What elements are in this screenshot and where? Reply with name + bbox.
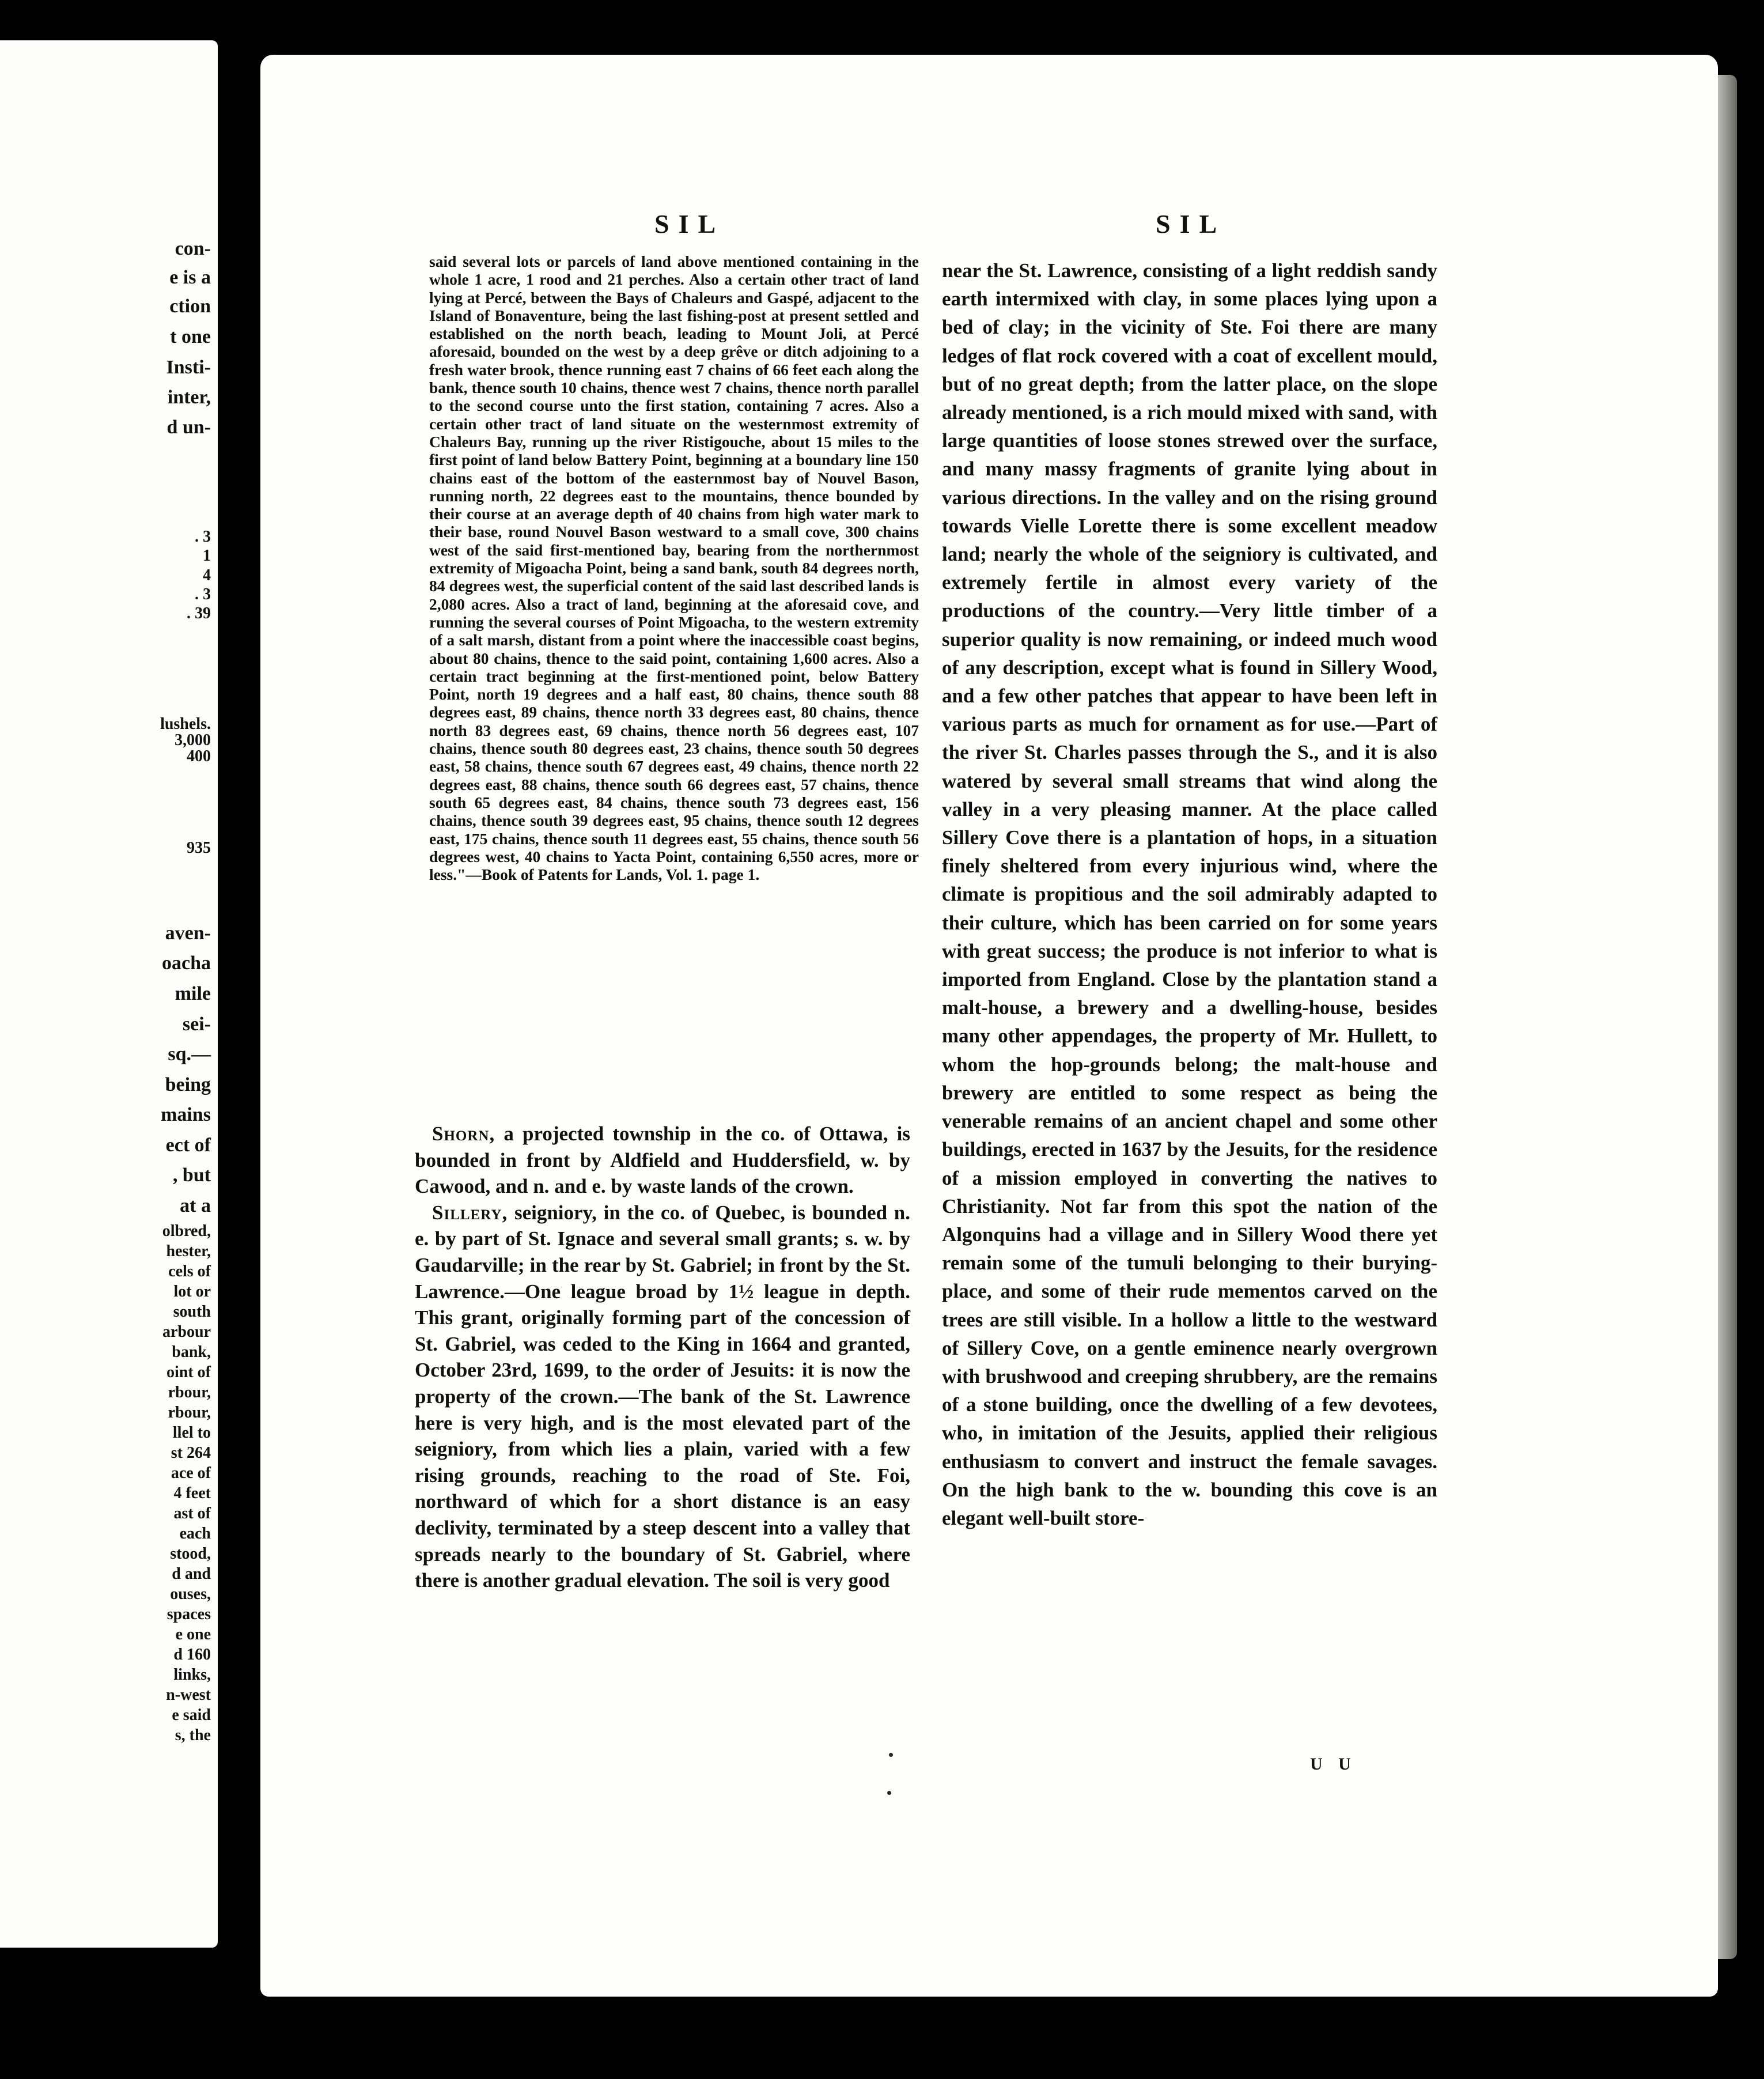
facing-page-text-fragment: 400 <box>187 747 211 765</box>
facing-page-text-fragment: mains <box>161 1104 211 1125</box>
facing-page-text-fragment: links, <box>173 1666 211 1684</box>
facing-page-text-fragment: rbour, <box>168 1404 211 1422</box>
facing-page-text-fragment: 935 <box>187 839 211 857</box>
patent-extract-text <box>429 252 919 883</box>
facing-page-text-fragment: d un- <box>166 417 211 438</box>
facing-page-text-fragment: oint of <box>166 1363 211 1381</box>
facing-page-text-fragment: s, the <box>175 1726 211 1744</box>
facing-page-text-fragment: stood, <box>170 1545 211 1563</box>
facing-page-fragment <box>0 40 218 1948</box>
facing-page-text-fragment: , but <box>172 1165 211 1186</box>
patent-extract-paragraph: said several lots or parcels of land above mentioned containing in the whole 1 acre, 1 rood and 21 perches. Also a certain other tract of land lying at Percé, between the Bays of Chaleurs and Gaspé, adjacent to the Island of Bonaventure, being the last fishing-post at present settled and established on the north beach, leading to Mount Joli, at Percé aforesaid, bounded on the west by a deep grêve or ditch adjoining to a fresh water brook, thence running east 7 chains of 66 feet each along the bank, thence south 10 chains, thence west 7 chains, thence north parallel to the second course unto the first station, containing 7 acres. Also a certain other tract of land situate on the westernmost extremity of Chaleurs Bay, running up the river Ristigouche, about 15 miles to the first point of land below Battery Point, beginning at a boundary line 150 chains east of the bottom of the easternmost bay of Nouvel Bason, running north, 22 degrees east to the mountains, thence bounded by their course at an average depth of 40 chains from high water mark to their base, round Nouvel Bason westward to a small cove, 300 chains west of the said first-mentioned bay, bearing from the northernmost extremity of Migoacha Point, being a sand bank, south 84 degrees north, 84 degrees west, the superficial content of the said last described lands is 2,080 acres. Also a tract of land, beginning at the aforesaid cove, and running the several courses of Point Migoacha, to the western extremity of a salt marsh, distant from a point where the inaccessible coast begins, about 80 chains, thence to the said point, containing 1,600 acres. Also a certain tract beginning at the first-mentioned point, below Battery Point, north 19 degrees and a half east, 80 chains, thence south 88 degrees east, 89 chains, thence north 33 degrees east, 80 chains, thence north 83 degrees east, 69 chains, thence north 56 degrees east, 107 chains, thence south 80 degrees east, 23 chains, thence south 50 degrees east, 58 chains, thence south 67 degrees east, 49 chains, thence north 22 degrees east, 88 chains, thence south 66 degrees east, 57 chains, thence south 65 degrees east, 84 chains, thence south 73 degrees east, 156 chains, thence south 39 degrees east, 95 chains, thence south 12 degrees east, 175 chains, thence south 11 degrees east, 55 chains, thence south 56 degrees west, 40 chains to Yacta Point, containing 6,550 acres, more or less."—Book of Patents for Lands, Vol. 1. page 1. <box>429 252 919 884</box>
gazetteer-entries <box>415 1121 910 1594</box>
facing-page-text-fragment: d and <box>172 1565 211 1583</box>
entry-sillery <box>415 1200 910 1594</box>
facing-page-text-fragment: olbred, <box>162 1222 211 1240</box>
entry-shorn <box>415 1121 910 1200</box>
facing-page-text-fragment: llel to <box>172 1424 211 1442</box>
facing-page-text-fragment: st 264 <box>171 1444 211 1462</box>
facing-page-text-fragment: aven- <box>165 923 211 944</box>
facing-page-text-fragment: cels of <box>168 1262 211 1280</box>
facing-page-text-fragment: Insti- <box>166 357 211 378</box>
facing-page-text-fragment: each <box>179 1525 211 1543</box>
entry-sillery-head: Sillery, <box>432 1201 508 1224</box>
entry-shorn-head: Shorn, <box>432 1122 495 1145</box>
facing-page-text-fragment: 1 <box>203 547 211 565</box>
facing-page-text-fragment: con- <box>175 238 211 259</box>
facing-page-text-fragment: being <box>165 1074 211 1095</box>
facing-page-text-fragment: lot or <box>173 1283 211 1301</box>
facing-page-text-fragment: n-west <box>166 1686 211 1704</box>
facing-page-text-fragment: 3,000 <box>175 731 211 749</box>
facing-page-text-fragment: . 3 <box>195 528 211 546</box>
facing-page-text-fragment: sei- <box>182 1014 211 1035</box>
facing-page-text-fragment: t one <box>170 326 211 347</box>
facing-page-text-fragment: . 3 <box>195 585 211 603</box>
facing-page-text-fragment: 4 <box>203 566 211 584</box>
right-column-paragraph: near the St. Lawrence, consisting of a light reddish sandy earth intermixed with clay, in some places lying upon a bed of clay; in the vicinity of Ste. Foi there are many ledges of flat rock covered with a coat of excellent mould, but of no great depth; from the latter place, on the slope already mentioned, is a rich mould mixed with sand, with large quantities of loose stones strewed over the surface, and many massy fragments of granite lying about in various directions. In the valley and on the rising ground towards Vielle Lorette there is some excellent meadow land; nearly the whole of the seigniory is cultivated, and extremely fertile in almost every variety of the productions of the country.—Very little timber of a superior quality is now remaining, or indeed much wood of any description, except what is found in Sillery Wood, and a few other patches that appear to have been left in various parts as much for ornament as for use.—Part of the river St. Charles passes through the S., and it is also watered by several small streams that wind along the valley in a very pleasing manner. At the place called Sillery Cove there is a plantation of hops, in a situation finely sheltered from every injurious wind, where the climate is propitious and the soil admirably adapted to their culture, which has been carried on for some years with great success; the produce is not inferior to what is imported from England. Close by the plantation stand a malt-house, a brewery and a dwelling-house, besides many other appendages, the property of Mr. Hullett, to whom the hop-grounds belong; the malt-house and brewery are entitled to some respect as being the venerable remains of an ancient chapel and some other buildings, erected in 1637 by the Jesuits, for the residence of a mission employed in converting the natives to Christianity. Not far from this spot the nation of the Algonquins had a village and in Sillery Wood there yet remain some of the tumuli belonging to their burying-place, and some of their rude mementos carved on the trees are still visible. In a hollow a little to the westward of Sillery Cove, on a gentle eminence nearly overgrown with brushwood and creeping shrubbery, are the remains of a stone building, once the dwelling of a few devotees, who, in imitation of the Jesuits, applied their religious enthusiasm to convert and instruct the female savages. On the high bank to the w. bounding this cove is an elegant well-built store- <box>942 259 1437 1529</box>
facing-page-text-fragment: ace of <box>171 1464 211 1482</box>
facing-page-text-fragment: ast of <box>173 1505 211 1522</box>
facing-page-text-fragment: d 160 <box>173 1646 211 1664</box>
facing-page-text-fragment: rbour, <box>168 1384 211 1401</box>
facing-page-text-fragment: oacha <box>162 952 211 974</box>
facing-page-text-fragment: 4 feet <box>173 1484 211 1502</box>
running-head-right: SIL <box>1156 209 1227 239</box>
facing-page-text-fragment: e said <box>172 1706 211 1724</box>
facing-page-text-fragment: . 39 <box>187 604 211 622</box>
signature-mark: U U <box>1310 1755 1357 1774</box>
facing-page-text-fragment: e one <box>175 1626 211 1643</box>
facing-page-text-fragment: ction <box>169 296 211 317</box>
facing-page-text-fragment: at a <box>180 1195 211 1216</box>
right-column-text <box>942 256 1437 1532</box>
facing-page-text-fragment: inter, <box>167 387 211 408</box>
facing-page-text-fragment: south <box>173 1303 211 1321</box>
facing-page-text-fragment: ect of <box>165 1135 211 1156</box>
entry-sillery-body: seigniory, in the co. of Quebec, is bounded n. e. by part of St. Ignace and several small grants; s. w. by Gaudarville; in the rear by St. Gabriel; in front by the St. Lawrence.—One league broad by 1½ league in depth. This grant, originally forming part of the concession of St. Gabriel, was ceded to the King in 1664 and granted, October 23rd, 1699, to the order of Jesuits: it is now the property of the crown.—The bank of the St. Lawrence here is very high, and is the most elevated part of the seigniory, from which lies a plain, varied with a few rising grounds, reaching to the road of Ste. Foi, northward of which for a short distance is an easy declivity, terminated by a steep descent into a valley that spreads nearly to the boundary of St. Gabriel, where there is another gradual elevation. The soil is very good <box>415 1201 910 1592</box>
facing-page-text-fragment: e is a <box>169 267 211 288</box>
facing-page-text-fragment: lushels. <box>160 715 211 733</box>
facing-page-text-fragment: ouses, <box>170 1585 211 1603</box>
print-speck <box>887 1791 891 1795</box>
print-speck <box>889 1753 893 1757</box>
facing-page-text-fragment: mile <box>175 983 211 1004</box>
facing-page-text-fragment: hester, <box>166 1242 211 1260</box>
facing-page-text-fragment: bank, <box>172 1343 211 1361</box>
facing-page-text-fragment: spaces <box>166 1605 211 1623</box>
facing-page-text-fragment: sq.— <box>168 1044 211 1065</box>
running-head-left: SIL <box>654 209 725 239</box>
entry-shorn-body: a projected township in the co. of Ottawa, is bounded in front by Aldfield and Huddersfield, w. by Cawood, and n. and e. by waste lands of the crown. <box>415 1122 910 1198</box>
facing-page-text-fragment: arbour <box>162 1323 211 1341</box>
